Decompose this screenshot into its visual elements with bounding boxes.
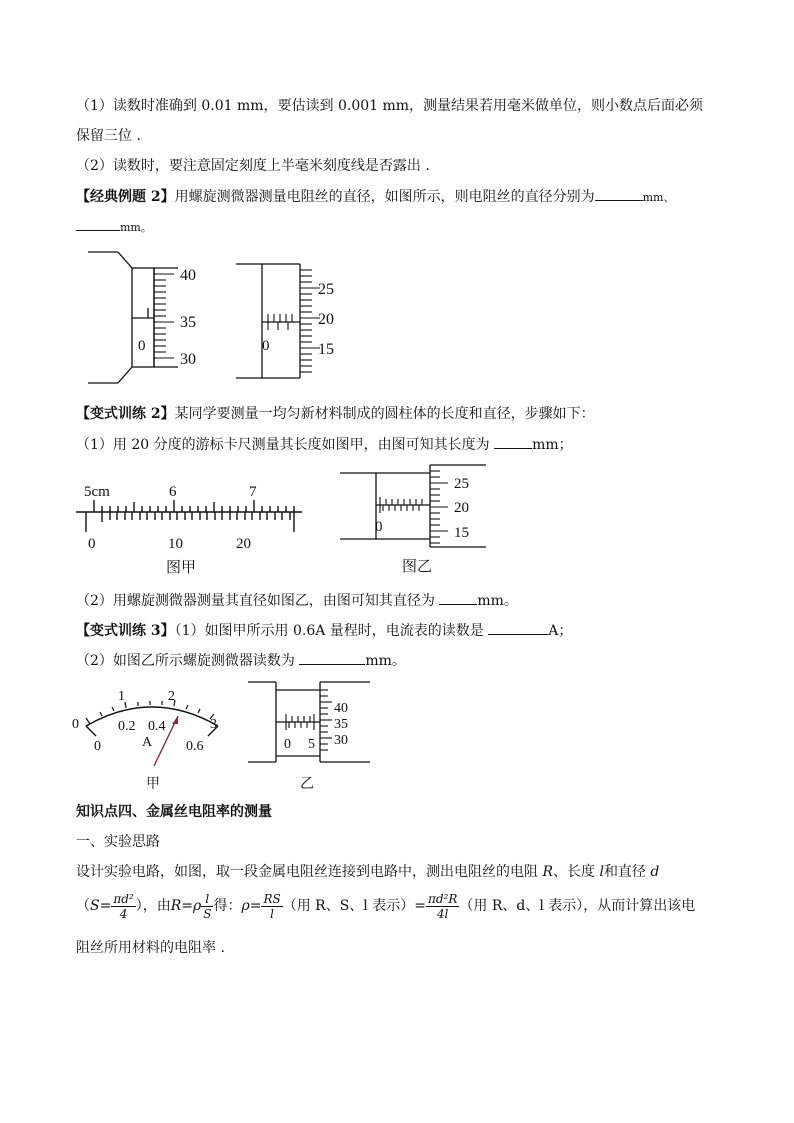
yi-label-20: 20 <box>454 500 469 516</box>
section-4-paragraph-2: 阻丝所用材料的电阻率 . <box>76 940 225 956</box>
fraction-area <box>111 892 135 921</box>
caption-fig-yi: 图乙 <box>402 559 433 575</box>
formula-rho-eq: ρ= <box>241 898 262 914</box>
fraction-resistivity-den: 4l <box>436 906 449 921</box>
variant-3-q1-text: （1）如图甲所示用 0.6A 量程时，电流表的读数是 <box>174 623 484 639</box>
example-2-question <box>76 186 675 208</box>
fraction-l-over-S <box>201 892 213 921</box>
variant-2-q2 <box>76 590 518 611</box>
fraction-l-num: l <box>201 892 213 907</box>
fraction-RS-num: RS <box>263 891 281 906</box>
answer-blank-5[interactable] <box>488 620 548 635</box>
variant-3-q2 <box>76 650 406 671</box>
variant-3-q2-unit: mm。 <box>365 653 406 669</box>
section-4-subtitle: 一、实验思路 <box>76 834 160 850</box>
fig2-label-15: 15 <box>318 341 334 358</box>
ammeter-top-0: 0 <box>72 717 79 732</box>
ammeter-top-3: 3 <box>210 717 217 732</box>
micrometer-figure-var3 <box>248 676 378 796</box>
formula-paren1: （用 R、S、l 表示）= <box>282 898 426 914</box>
ammeter-bottom-0.4: 0.4 <box>148 719 166 734</box>
ammeter-bottom-0: 0 <box>94 739 101 754</box>
variant-2-question <box>76 404 595 424</box>
variant-3-q1-unit: A； <box>548 623 573 639</box>
var3-micro-5: 5 <box>308 737 315 752</box>
fraction-l-den: l <box>270 906 274 921</box>
fig2-label-20: 20 <box>318 311 334 328</box>
fraction-RS-over-l <box>261 892 282 921</box>
variant-2-text: 某同学要测量一均匀新材料制成的圆柱体的长度和直径，步骤如下： <box>174 406 595 422</box>
yi-label-15: 15 <box>454 525 469 541</box>
variant-2-q2-text: （2）用螺旋测微器测量其直径如图乙，由图可知其直径为 <box>76 593 435 609</box>
formula-R-eq: R=ρ <box>170 898 202 914</box>
example-2-unit1: mm、 <box>642 191 675 204</box>
thimble-ticks-2 <box>300 270 320 372</box>
var3-micro-30: 30 <box>334 733 348 748</box>
sec4-and-d: 和直径 <box>603 864 646 880</box>
formula-S-eq: S= <box>90 898 112 914</box>
ammeter-top-1: 1 <box>118 689 125 704</box>
micrometer-figure-1 <box>88 250 218 390</box>
fig1-label-35: 35 <box>180 314 196 331</box>
fraction-area-den: 4 <box>119 906 128 921</box>
note-1: （1）读数时准确到 0.01 mm，要估读到 0.001 mm，测量结果若用毫米做单位，则小数点后面必须 <box>76 98 704 114</box>
ammeter-unit: A <box>142 735 153 750</box>
note-1b: 保留三位 . <box>76 128 141 144</box>
fraction-area-num: πd² <box>113 891 134 906</box>
formula-paren2: （用 R、d、l 表示），从而计算出该电 <box>459 898 696 914</box>
caliper-label-7: 7 <box>249 484 257 500</box>
answer-blank-2[interactable] <box>76 216 120 231</box>
formula-mid: ），由 <box>135 898 171 914</box>
yi-label-25: 25 <box>454 476 469 492</box>
ammeter-bottom-0.6: 0.6 <box>186 739 204 754</box>
caliper-label-6: 6 <box>169 484 177 500</box>
variant-2-q2-unit: mm。 <box>477 593 518 609</box>
vernier-caliper-figure <box>76 480 316 580</box>
caliper-vernier-0: 0 <box>88 536 96 552</box>
example-2-text: 用螺旋测微器测量电阻丝的直径，如图所示，则电阻丝的直径分别为 <box>174 189 595 205</box>
caliper-label-5cm: 5cm <box>84 484 110 500</box>
ammeter-figure <box>72 686 242 796</box>
variant-2-q1-text: （1）用 20 分度的游标卡尺测量其长度如图甲，由图可知其长度为 <box>76 437 490 453</box>
caption-fig-jia: 图甲 <box>166 560 197 576</box>
fraction-resistivity <box>426 892 459 921</box>
variant-3-q2-text: （2）如图乙所示螺旋测微器读数为 <box>76 653 295 669</box>
variant-3-q1 <box>76 620 572 641</box>
example-2-unit2: mm。 <box>120 221 152 234</box>
fig1-label-0: 0 <box>138 338 146 354</box>
micrometer-figure-2 <box>236 250 356 390</box>
fig1-label-40: 40 <box>180 267 196 284</box>
ammeter-bottom-0.2: 0.2 <box>118 719 136 734</box>
answer-blank-1[interactable] <box>595 186 643 201</box>
var3-micro-40: 40 <box>334 701 348 716</box>
variant-2-label: 【变式训练 2】 <box>76 406 175 422</box>
section-4-paragraph-1 <box>76 862 659 882</box>
section-4-formula-line <box>76 888 695 924</box>
fig1-label-30: 30 <box>180 351 196 368</box>
variant-3-label: 【变式训练 3】 <box>76 623 175 639</box>
answer-blank-3[interactable] <box>494 434 532 449</box>
thimble-ticks <box>154 274 174 358</box>
caliper-vernier-10: 10 <box>168 536 183 552</box>
micrometer-figure-yi <box>340 465 500 575</box>
answer-blank-6[interactable] <box>299 650 365 665</box>
fig2-label-0: 0 <box>262 338 270 354</box>
example-2-label: 【经典例题 2】 <box>76 189 175 205</box>
caliper-vernier-20: 20 <box>236 536 251 552</box>
fig2-label-25: 25 <box>318 281 334 298</box>
answer-blank-4[interactable] <box>439 590 477 605</box>
yi-label-0: 0 <box>375 519 383 535</box>
fraction-S-den: S <box>203 906 212 921</box>
var-d: d <box>650 864 660 880</box>
ammeter-top-2: 2 <box>168 689 175 704</box>
fraction-resistivity-num: πd²R <box>427 891 458 906</box>
var3-micro-0: 0 <box>284 737 291 752</box>
var-R: R <box>542 864 553 880</box>
formula-open: （ <box>76 898 90 914</box>
variant-2-q1-unit: mm； <box>532 437 573 453</box>
sec4-len: 、长度 <box>553 864 595 880</box>
formula-get: 得： <box>213 898 242 914</box>
variant-2-q1 <box>76 434 573 455</box>
note-2: （2）读数时，要注意固定刻度上半毫米刻度线是否露出 . <box>76 158 430 174</box>
var3-micro-35: 35 <box>334 717 348 732</box>
var-l: l <box>599 864 604 880</box>
section-4-title: 知识点四、金属丝电阻率的测量 <box>76 804 272 820</box>
sec4-p1: 设计实验电路，如图，取一段金属电阻丝连接到电路中，测出电阻丝的电阻 <box>76 864 538 880</box>
example-2-line2 <box>76 216 152 238</box>
caption-yi: 乙 <box>300 777 314 792</box>
caption-jia: 甲 <box>146 777 160 792</box>
